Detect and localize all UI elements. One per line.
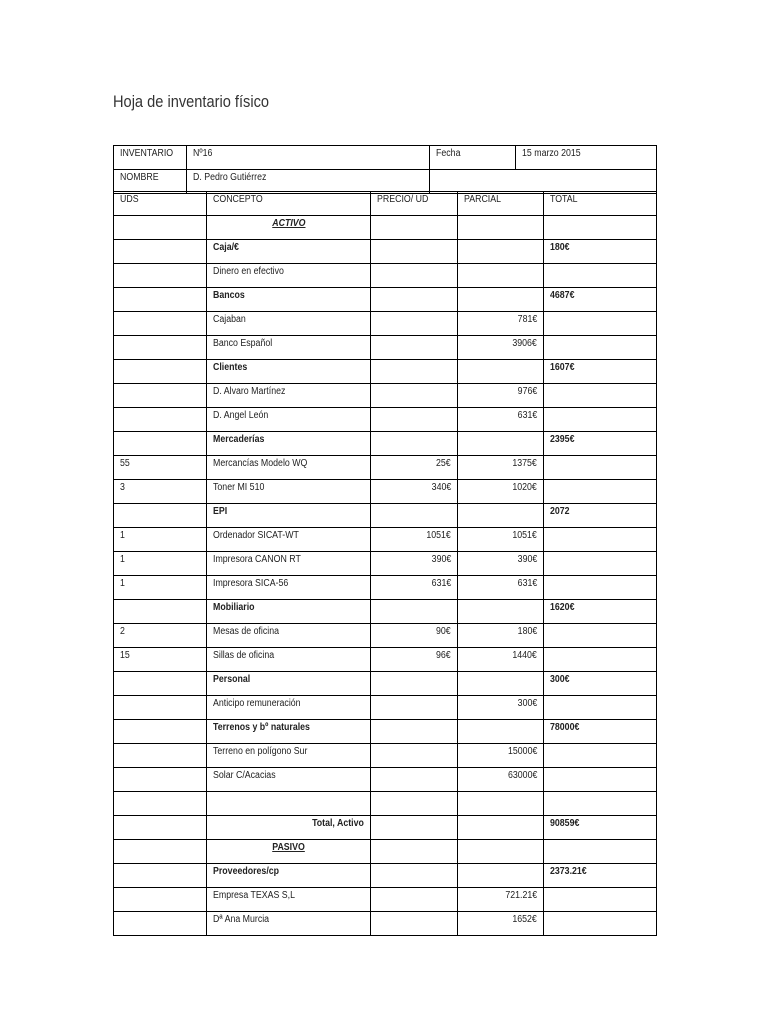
cell-precio (371, 504, 458, 528)
cell-precio (371, 216, 458, 240)
cell-total (544, 696, 657, 720)
cell-concepto: D. Angel León (207, 408, 371, 432)
nombre-label: NOMBRE (114, 170, 187, 194)
cell-precio (371, 408, 458, 432)
table-row (114, 744, 657, 768)
cell-parcial (458, 600, 544, 624)
cell-concepto: Empresa TEXAS S,L (207, 888, 371, 912)
cell-uds (114, 720, 207, 744)
cell-precio (371, 816, 458, 840)
column-header-row (114, 192, 657, 216)
cell-concepto: Mesas de oficina (207, 624, 371, 648)
cell-uds (114, 264, 207, 288)
cell-concepto: D. Alvaro Martínez (207, 384, 371, 408)
cell-concepto: Cajaban (207, 312, 371, 336)
column-header-total: TOTAL (544, 192, 657, 216)
cell-uds (114, 504, 207, 528)
cell-parcial (458, 288, 544, 312)
table-row (114, 504, 657, 528)
header-row-inventario (114, 146, 657, 170)
cell-parcial: 390€ (458, 552, 544, 576)
fecha-value: 15 marzo 2015 (516, 146, 657, 170)
cell-parcial: 631€ (458, 408, 544, 432)
inventory-body (114, 216, 657, 936)
cell-parcial: 721.21€ (458, 888, 544, 912)
cell-total: 2072 (544, 504, 657, 528)
cell-precio: 631€ (371, 576, 458, 600)
cell-concepto: Terreno en polígono Sur (207, 744, 371, 768)
cell-total (544, 480, 657, 504)
cell-uds (114, 744, 207, 768)
inventario-value: Nº16 (187, 146, 430, 170)
cell-uds: 15 (114, 648, 207, 672)
cell-uds (114, 432, 207, 456)
cell-precio (371, 768, 458, 792)
cell-uds (114, 360, 207, 384)
table-row (114, 552, 657, 576)
cell-parcial (458, 672, 544, 696)
cell-parcial: 976€ (458, 384, 544, 408)
cell-precio (371, 360, 458, 384)
cell-concepto: ACTIVO (207, 216, 371, 240)
table-row (114, 576, 657, 600)
cell-uds: 55 (114, 456, 207, 480)
cell-parcial: 300€ (458, 696, 544, 720)
cell-parcial (458, 216, 544, 240)
cell-concepto: Mercaderías (207, 432, 371, 456)
cell-parcial: 631€ (458, 576, 544, 600)
cell-precio (371, 240, 458, 264)
cell-precio (371, 600, 458, 624)
cell-uds (114, 672, 207, 696)
nombre-value: D. Pedro Gutiérrez (187, 170, 430, 194)
table-row (114, 840, 657, 864)
table-row (114, 336, 657, 360)
table-row (114, 432, 657, 456)
cell-concepto: Impresora SICA-56 (207, 576, 371, 600)
page-title: Hoja de inventario físico (113, 92, 270, 111)
cell-total: 1620€ (544, 600, 657, 624)
cell-uds (114, 696, 207, 720)
cell-precio (371, 744, 458, 768)
table-row (114, 264, 657, 288)
cell-precio (371, 432, 458, 456)
cell-parcial: 1051€ (458, 528, 544, 552)
cell-uds: 1 (114, 576, 207, 600)
cell-uds (114, 240, 207, 264)
cell-parcial: 1440€ (458, 648, 544, 672)
table-row (114, 792, 657, 816)
nombre-empty-cell (430, 170, 657, 194)
cell-uds (114, 768, 207, 792)
cell-concepto: Total, Activo (207, 816, 371, 840)
cell-parcial (458, 432, 544, 456)
table-row (114, 768, 657, 792)
column-header-precio: PRECIO/ UD (371, 192, 458, 216)
fecha-label: Fecha (430, 146, 516, 170)
cell-uds: 1 (114, 552, 207, 576)
cell-parcial (458, 240, 544, 264)
cell-parcial: 1020€ (458, 480, 544, 504)
cell-uds (114, 336, 207, 360)
table-row (114, 360, 657, 384)
cell-total: 2373.21€ (544, 864, 657, 888)
cell-parcial: 63000€ (458, 768, 544, 792)
cell-parcial (458, 864, 544, 888)
table-row (114, 408, 657, 432)
cell-total: 4687€ (544, 288, 657, 312)
table-row (114, 816, 657, 840)
cell-precio (371, 720, 458, 744)
table-row (114, 696, 657, 720)
column-header-concepto: CONCEPTO (207, 192, 371, 216)
cell-uds (114, 216, 207, 240)
table-row (114, 456, 657, 480)
cell-parcial: 180€ (458, 624, 544, 648)
table-row (114, 864, 657, 888)
cell-concepto: Bancos (207, 288, 371, 312)
cell-precio (371, 912, 458, 936)
cell-precio: 25€ (371, 456, 458, 480)
cell-concepto: Dª Ana Murcia (207, 912, 371, 936)
cell-concepto: Ordenador SICAT-WT (207, 528, 371, 552)
cell-concepto: Banco Español (207, 336, 371, 360)
cell-total: 78000€ (544, 720, 657, 744)
cell-uds (114, 912, 207, 936)
cell-uds (114, 840, 207, 864)
cell-total (544, 312, 657, 336)
table-row (114, 672, 657, 696)
cell-total (544, 216, 657, 240)
cell-precio: 90€ (371, 624, 458, 648)
cell-precio (371, 264, 458, 288)
cell-concepto: Caja/€ (207, 240, 371, 264)
table-row (114, 528, 657, 552)
table-row (114, 624, 657, 648)
cell-concepto: PASIVO (207, 840, 371, 864)
cell-concepto: Solar C/Acacias (207, 768, 371, 792)
cell-total (544, 384, 657, 408)
cell-parcial (458, 720, 544, 744)
cell-precio (371, 312, 458, 336)
cell-total (544, 456, 657, 480)
table-row (114, 480, 657, 504)
table-row (114, 240, 657, 264)
column-header-parcial: PARCIAL (458, 192, 544, 216)
cell-uds (114, 384, 207, 408)
inventory-table (113, 191, 657, 936)
cell-parcial: 3906€ (458, 336, 544, 360)
cell-concepto: Mobiliario (207, 600, 371, 624)
cell-uds (114, 816, 207, 840)
cell-concepto: Toner MI 510 (207, 480, 371, 504)
header-table (113, 145, 657, 194)
cell-uds: 3 (114, 480, 207, 504)
cell-uds (114, 408, 207, 432)
cell-precio (371, 336, 458, 360)
cell-precio (371, 792, 458, 816)
cell-concepto: Clientes (207, 360, 371, 384)
cell-precio (371, 384, 458, 408)
cell-total (544, 552, 657, 576)
table-row (114, 312, 657, 336)
cell-parcial (458, 504, 544, 528)
cell-concepto (207, 792, 371, 816)
cell-concepto: Proveedores/cp (207, 864, 371, 888)
cell-concepto: Dinero en efectivo (207, 264, 371, 288)
cell-precio: 96€ (371, 648, 458, 672)
cell-total (544, 264, 657, 288)
cell-total (544, 744, 657, 768)
cell-concepto: Anticipo remuneración (207, 696, 371, 720)
table-row (114, 216, 657, 240)
cell-total (544, 840, 657, 864)
cell-precio (371, 888, 458, 912)
cell-parcial: 781€ (458, 312, 544, 336)
cell-uds: 1 (114, 528, 207, 552)
table-row (114, 288, 657, 312)
cell-parcial (458, 360, 544, 384)
cell-concepto: Personal (207, 672, 371, 696)
cell-parcial (458, 792, 544, 816)
cell-total (544, 912, 657, 936)
cell-parcial (458, 816, 544, 840)
cell-parcial (458, 264, 544, 288)
cell-parcial: 15000€ (458, 744, 544, 768)
cell-parcial (458, 840, 544, 864)
column-header-uds: UDS (114, 192, 207, 216)
table-row (114, 600, 657, 624)
cell-precio (371, 672, 458, 696)
table-row (114, 648, 657, 672)
cell-total (544, 648, 657, 672)
cell-uds (114, 864, 207, 888)
cell-precio (371, 840, 458, 864)
cell-total (544, 888, 657, 912)
cell-total: 300€ (544, 672, 657, 696)
cell-concepto: Terrenos y bº naturales (207, 720, 371, 744)
cell-concepto: Impresora CANON RT (207, 552, 371, 576)
cell-total: 1607€ (544, 360, 657, 384)
table-row (114, 912, 657, 936)
cell-precio: 390€ (371, 552, 458, 576)
cell-total (544, 624, 657, 648)
cell-uds (114, 600, 207, 624)
cell-total (544, 576, 657, 600)
cell-total: 180€ (544, 240, 657, 264)
cell-concepto: EPI (207, 504, 371, 528)
cell-uds (114, 312, 207, 336)
cell-total: 90859€ (544, 816, 657, 840)
table-row (114, 384, 657, 408)
cell-uds: 2 (114, 624, 207, 648)
cell-parcial: 1375€ (458, 456, 544, 480)
cell-precio: 340€ (371, 480, 458, 504)
header-row-nombre (114, 170, 657, 194)
cell-parcial: 1652€ (458, 912, 544, 936)
cell-total (544, 408, 657, 432)
cell-precio: 1051€ (371, 528, 458, 552)
cell-total (544, 768, 657, 792)
cell-total (544, 336, 657, 360)
table-row (114, 720, 657, 744)
cell-concepto: Sillas de oficina (207, 648, 371, 672)
cell-precio (371, 288, 458, 312)
cell-concepto: Mercancías Modelo WQ (207, 456, 371, 480)
inventario-label: INVENTARIO (114, 146, 187, 170)
cell-precio (371, 696, 458, 720)
cell-uds (114, 888, 207, 912)
cell-total (544, 528, 657, 552)
table-row (114, 888, 657, 912)
cell-uds (114, 792, 207, 816)
cell-total (544, 792, 657, 816)
cell-uds (114, 288, 207, 312)
cell-precio (371, 864, 458, 888)
cell-total: 2395€ (544, 432, 657, 456)
